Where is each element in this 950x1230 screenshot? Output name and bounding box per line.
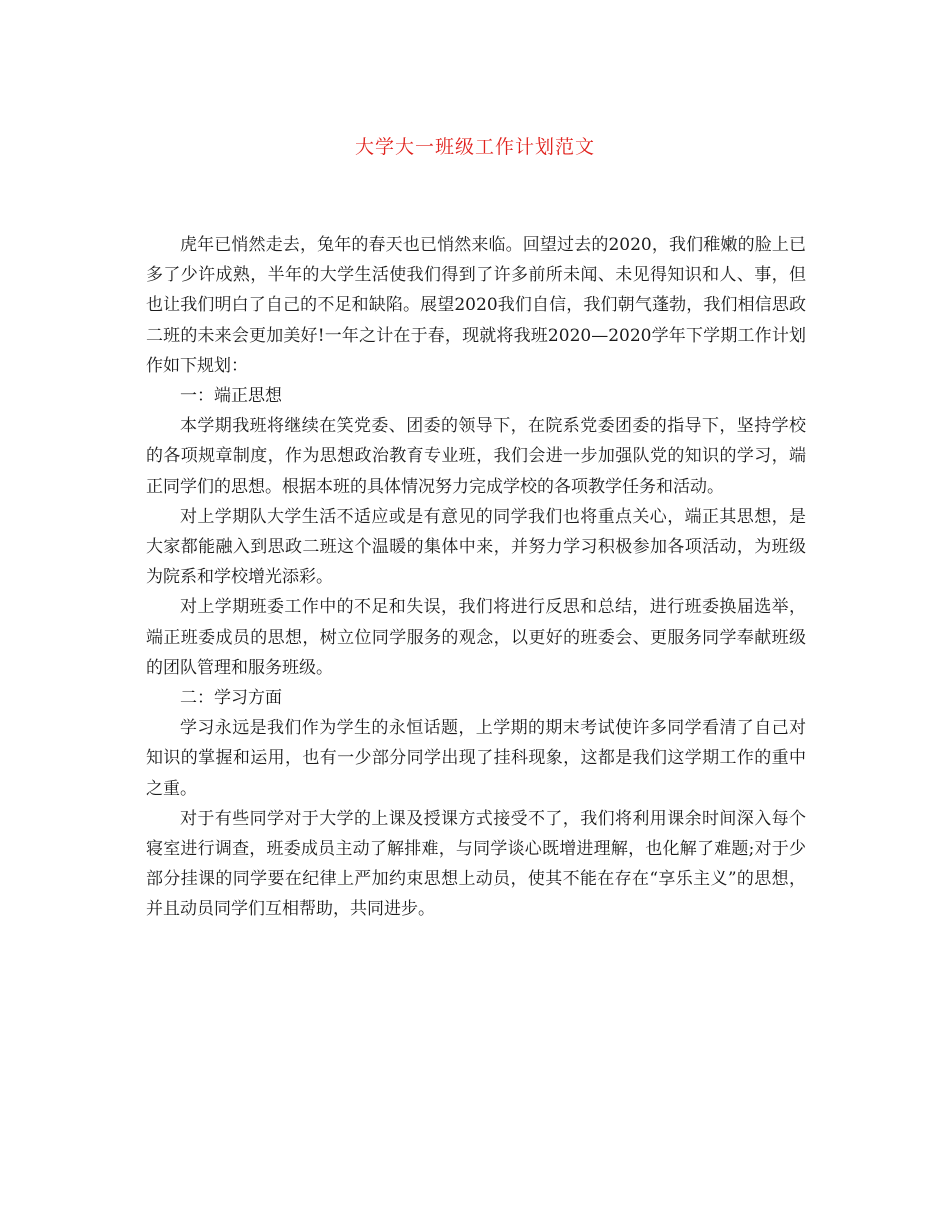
section-heading-thought: 一：端正思想 [180, 386, 282, 407]
paragraph-thought-3: 对上学期班委工作中的不足和失误，我们将进行反思和总结，进行班委换届选举，端正班委成员的思想，树立位同学服务的观念，以更好的班委会、更服务同学奉献班级的团队管理和服务班级。 [146, 597, 806, 678]
document-title: 大学大一班级工作计划范文 [354, 136, 595, 158]
section-heading-study: 二：学习方面 [180, 688, 282, 709]
paragraph-study-2: 对于有些同学对于大学的上课及授课方式接受不了，我们将利用课余时间深入每个寝室进行调查，班委成员主动了解排难，与同学谈心既增进理解，也化解了难题;对于少部分挂课的同学要在纪律上严加约束思想上动员，使其不能在存在“享乐主义”的思想，并且动员同学们互相帮助，共同进步。 [146, 808, 806, 920]
paragraph-intro: 虎年已悄然走去，兔年的春天也已悄然来临。回望过去的2020，我们稚嫩的脸上已多了少许成熟，半年的大学生活使我们得到了许多前所未闻、未见得知识和人、事，但也让我们明白了自己的不足和缺陷。展望2020我们自信，我们朝气蓬勃，我们相信思政二班的未来会更加美好!一年之计在于春，现就将我班2020—2020学年下学期工作计划作如下规划： [146, 235, 806, 376]
paragraph-thought-1: 本学期我班将继续在笑党委、团委的领导下，在院系党委团委的指导下，坚持学校的各项规章制度，作为思想政治教育专业班，我们会进一步加强队党的知识的学习，端正同学们的思想。根据本班的具体情况努力完成学校的各项教学任务和活动。 [146, 416, 806, 497]
paragraph-thought-2: 对上学期队大学生活不适应或是有意见的同学我们也将重点关心，端正其思想，是大家都能融入到思政二班这个温暖的集体中来，并努力学习积极参加各项活动，为班级为院系和学校增光添彩。 [146, 506, 806, 588]
document-body [146, 230, 806, 925]
paragraph-study-1: 学习永远是我们作为学生的永恒话题，上学期的期末考试使许多同学看清了自己对知识的掌握和运用，也有一少部分同学出现了挂科现象，这都是我们这学期工作的重中之重。 [146, 718, 806, 799]
